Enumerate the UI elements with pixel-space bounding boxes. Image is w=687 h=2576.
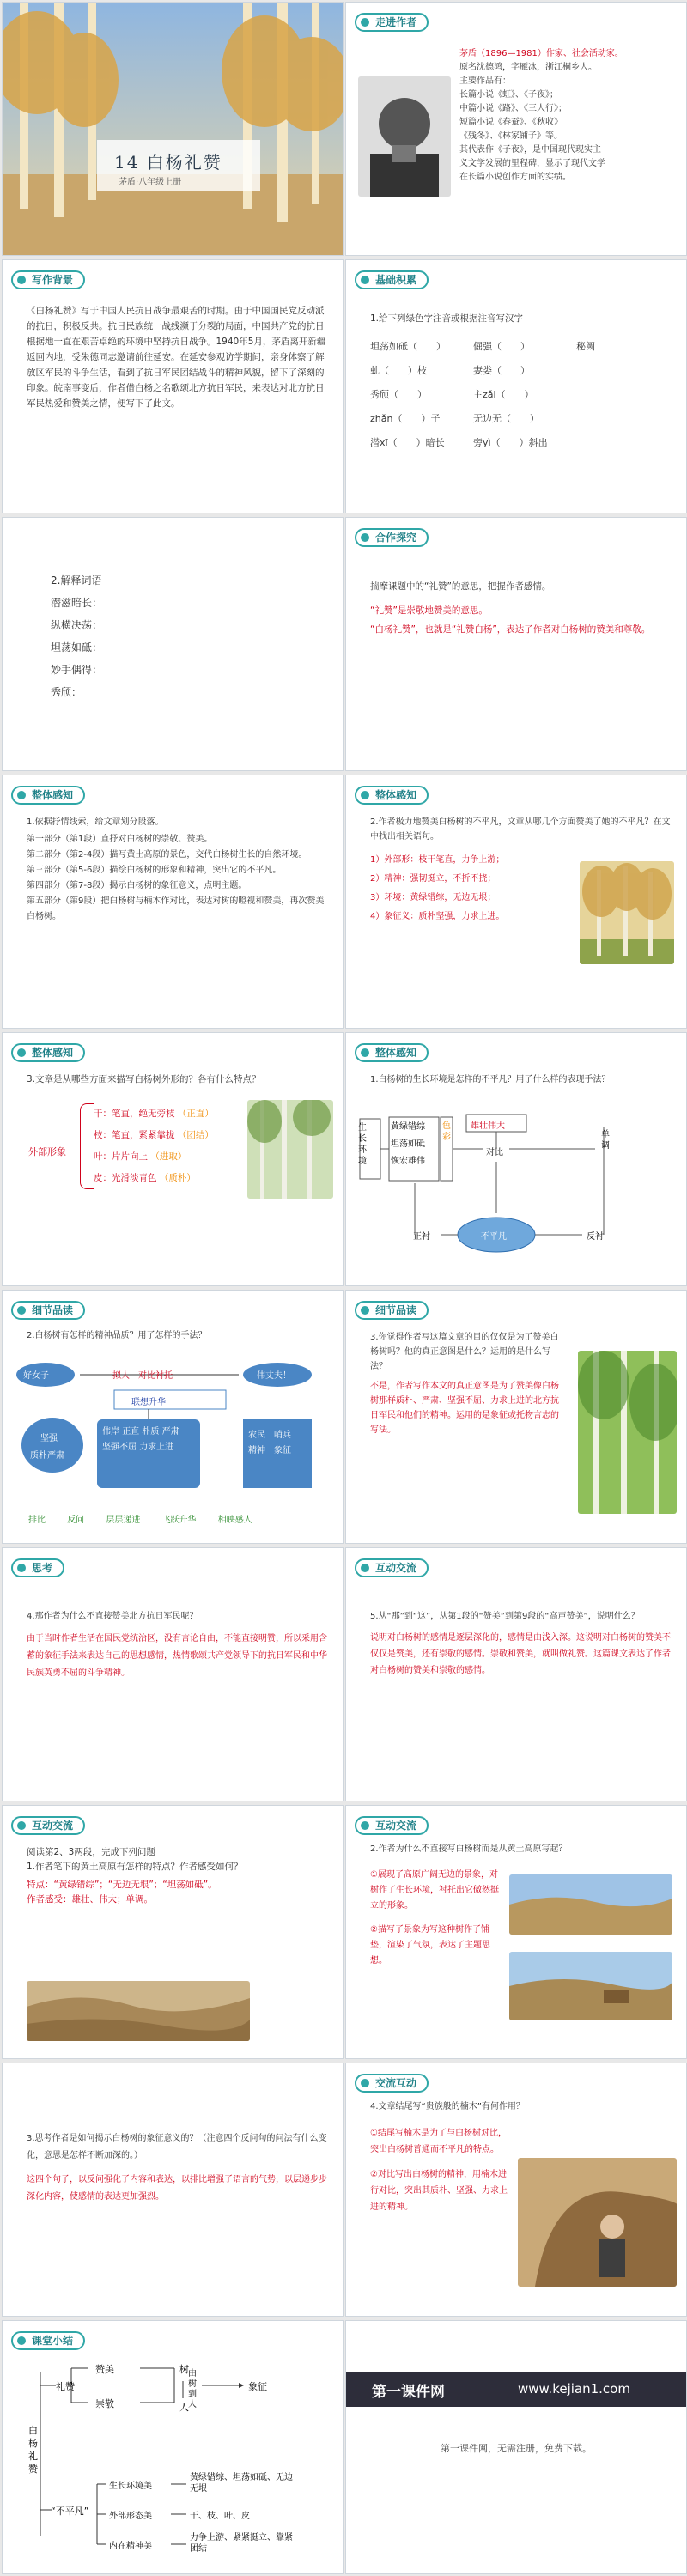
- answer: 不是，作者写作本文的真正意图是为了赞美像白杨树那样质朴、严肃、坚强不屈、力求上进的北方抗日军民和他们的精神。运用的是象征或托物言志的写法。: [370, 1382, 559, 1435]
- vocab-item: 纵横决荡：: [51, 619, 103, 631]
- slide-brand: [345, 2320, 687, 2574]
- ellipse-label: 不平凡: [481, 1232, 507, 1242]
- nanmu-q: 4.文章结尾写“贵族般的楠木”有何作用？: [370, 2102, 525, 2111]
- vocab-title: 2.解释词语: [51, 574, 102, 586]
- neg-label: 反衬: [587, 1232, 604, 1242]
- brand-url[interactable]: www.kejian1.com: [518, 2381, 630, 2397]
- summary-symbol: 象征: [248, 2381, 267, 2392]
- think-body: [27, 1608, 327, 1682]
- exercise-item: 主zǎi（ ）: [473, 389, 534, 400]
- vocab-list: [51, 569, 327, 703]
- mid-label: 雄壮伟大: [471, 1121, 505, 1131]
- exercise-item: 妻娄（ ）: [473, 365, 530, 376]
- section-tag: 整体感知: [11, 786, 85, 805]
- summary-person: 人: [179, 2402, 189, 2413]
- slide-cover: [2, 2, 344, 256]
- background-text: 《白杨礼赞》写于中国人民抗日战争最艰苦的时期。由于中国国民党反动派的抗日，积极反共。抗日民族统一战线濒于分裂的局面，中国共产党的抗日根据地一直在艰苦卓绝的环境中坚持抗日战争。1940年5月，茅盾离开新疆返回内地，受朱德同志邀请前往延安。在延安参观访学期间，亲身体察了解放区军民的斗争生活，看到了抗日军民团结战斗的精神风貌，留下了深刻的印象。皖南事变后，作者借白杨之名歌颂北方抗日军民，来表达对北方抗日军民热爱和赞美之情，便写下了此文。: [27, 306, 326, 409]
- answer: ②对比写出白杨树的精神，用楠木进行对比，突出其质朴、坚强、力求上进的精神。: [370, 2170, 508, 2212]
- bio-line: 在长篇小说创作方面的实绩。: [459, 173, 571, 182]
- env-item: 黄绿错综: [391, 1122, 425, 1132]
- bubble-right: 伟丈夫！: [257, 1371, 291, 1381]
- section-tag: 合作探究: [355, 528, 429, 547]
- interact-body: [370, 1608, 671, 1679]
- env-list: [391, 1119, 425, 1170]
- slide-spirit: [2, 1290, 344, 1544]
- answer: ①展现了高原广阔无边的景象，对树作了生长环境，衬托出它傲然挺立的形象。: [370, 1870, 499, 1911]
- question: 2.作者极力地赞美白杨树的不平凡，文章从哪几个方面赞美了她的不平凡？在文中找出相关语句。: [370, 817, 671, 841]
- bio-line: 义文学发展的里程碑，显示了现代文学: [459, 159, 605, 168]
- structure-body: [27, 815, 327, 925]
- interact3-answers: [370, 1868, 499, 1969]
- mid-traits: [102, 1425, 188, 1455]
- trait: 坚强不屈: [102, 1443, 137, 1452]
- appearance-q: 3.文章是从哪些方面来描写白杨树外形的？各有什么特点？: [27, 1074, 261, 1084]
- summary-vert: 由树到人: [188, 2369, 197, 2409]
- question: 1.依据抒情线索，给文章划分段落。: [27, 817, 164, 827]
- trait: 正直: [122, 1427, 140, 1437]
- answer: “礼赞”是崇敬地赞美的意思。: [370, 605, 488, 616]
- env-item: 恢宏雄伟: [391, 1157, 425, 1166]
- link-label: 拟人 对比衬托: [112, 1371, 173, 1381]
- poplar-image: [247, 1100, 333, 1199]
- answer: ②描写了景象为写这种树作了铺垫，渲染了气氛，表达了主题思想。: [370, 1925, 490, 1965]
- answer: 特点：“黄绿错综”；“无边无垠”；“坦荡如砥”。: [27, 1880, 217, 1890]
- vocab-item: 秀颀：: [51, 686, 82, 698]
- exercise-item: 坦荡如砥（ ）: [370, 341, 446, 352]
- lesson-subtitle: 茅盾·八年级上册: [119, 178, 182, 187]
- answer: “白杨礼赞”，也就是“礼赞白杨”，表达了作者对白杨树的赞美和尊敬。: [370, 624, 651, 635]
- feature-meaning: （质朴）: [159, 1173, 196, 1183]
- section-tag: 互动交流: [11, 1816, 85, 1835]
- exercise-item: 虬（ ）枝: [370, 365, 427, 376]
- feature: 叶：片片向上: [94, 1151, 148, 1162]
- summary-envv: 黄绿错综、坦荡如砥、无边无垠: [190, 2473, 293, 2494]
- exercise-grid: [370, 335, 671, 455]
- vocab-item: 潜滋暗长：: [51, 597, 103, 609]
- slide-author: [345, 2, 687, 256]
- vocab-item: 妙手偶得：: [51, 664, 103, 676]
- aspect-item: 4）象征义：质朴坚强，力求上进。: [370, 912, 505, 921]
- author-portrait: [358, 76, 451, 197]
- trait: 严肃: [161, 1427, 179, 1437]
- trait: 朴质: [142, 1427, 160, 1437]
- summary-b1: 礼赞: [56, 2381, 75, 2392]
- interact2-body: [27, 1845, 327, 1907]
- slide-environment: [345, 1032, 687, 1286]
- summary-env: 生长环境美: [109, 2482, 152, 2491]
- feature: 皮：光滑淡青色: [94, 1173, 157, 1183]
- summary-spirit: 内在精神美: [109, 2542, 152, 2551]
- lesson-title: 14 白杨礼赞: [114, 152, 222, 173]
- answer: 说明对白杨树的感情是逐层深化的，感情是由浅入深。这说明对白杨树的赞美不仅仅是赞美，还有崇敬的感情。崇敬和赞美，就叫做礼赞。这篇课文表达了作者对白杨树的赞美和崇敬的感情。: [370, 1633, 671, 1675]
- exercise-item: 倔强（ ）: [473, 341, 530, 352]
- center-label: 联想升华: [131, 1398, 166, 1407]
- env-item: 坦荡如砥: [391, 1139, 425, 1149]
- device: 飞跃升华: [161, 1516, 197, 1525]
- summary-b1b: 崇敬: [95, 2398, 114, 2409]
- summary-shapev: 干、枝、叶、皮: [190, 2512, 250, 2521]
- slide-interact-3: [345, 1805, 687, 2059]
- brand-bar: [346, 2372, 686, 2407]
- device: 相映感人: [217, 1516, 252, 1525]
- slide-interact-2: [2, 1805, 344, 2059]
- section-tag: 互动交流: [355, 1816, 429, 1835]
- question: 1.给下列绿色字注音或根据注音写汉字: [370, 313, 524, 324]
- feature-meaning: （团结）: [177, 1130, 214, 1140]
- section-tag: 思考: [11, 1558, 64, 1577]
- slide-background: [2, 259, 344, 513]
- section-tag: 交流互动: [355, 2074, 429, 2093]
- birch-forest-image: [3, 3, 344, 256]
- section-tag: 写作背景: [11, 270, 85, 289]
- summary-spiritv: 力争上游、紧紧挺立、靠紧团结: [190, 2533, 293, 2554]
- environment-q: 1.白杨树的生长环境是怎样的不平凡？用了什么样的表现手法？: [370, 1075, 611, 1084]
- bubble-left: 好女子: [23, 1371, 49, 1381]
- basics-body: [370, 312, 671, 455]
- bracket: [80, 1103, 94, 1189]
- part-item: 第四部分（第7-8段）揭示白杨树的象征意义，点明主题。: [27, 881, 247, 890]
- exercise-item: 秀颀（ ）: [370, 389, 427, 400]
- section-tag: 细节品读: [11, 1301, 85, 1320]
- intro: 阅读第2、3两段，完成下列问题: [27, 1847, 155, 1857]
- part-item: 第五部分（第9段）把白杨树与楠木作对比，表达对树的瞪视和赞美，再次赞美白杨树。: [27, 896, 325, 921]
- vocab-item: 坦荡如砥：: [51, 641, 103, 653]
- appearance-label: 外部形象: [28, 1146, 66, 1157]
- color-label: 色彩: [442, 1121, 451, 1142]
- summary-root: 白杨礼赞: [28, 2425, 38, 2475]
- exercise-item: 秘阙: [576, 341, 595, 352]
- bottom-devices: [28, 1512, 252, 1525]
- aspect-item: 1）外部形：枝干笔直，力争上游；: [370, 855, 505, 865]
- slide-basics: [345, 259, 687, 513]
- device: 反问: [67, 1516, 85, 1525]
- slide-symbolism: [2, 2063, 344, 2317]
- exercise-item: 无边无（ ）: [473, 413, 539, 424]
- answer: ①结尾写楠木是为了与白杨树对比，突出白杨树普通而不平凡的特点。: [370, 2129, 507, 2154]
- exercise-item: zhǎn（ ）子: [370, 413, 441, 424]
- nanmu-answers: [370, 2125, 508, 2215]
- section-tag: 细节品读: [355, 1301, 429, 1320]
- feature-meaning: （正直）: [177, 1109, 214, 1119]
- forest-image: [578, 1351, 677, 1514]
- summary-shape: 外部形态美: [109, 2512, 152, 2521]
- symbolism-body: [27, 2130, 327, 2206]
- side-label: 单调: [601, 1130, 610, 1151]
- part-item: 第三部分（第5-6段）描绘白杨树的形象和精神，突出它的不平凡。: [27, 866, 282, 875]
- answer: 由于当时作者生活在国民党统治区，没有言论自由，不能直接明赞，所以采用含蓄的象征手法来表达自己的思想感情，热情歌颂共产党领导下的抗日军民和中华民族英勇不屈的斗争精神。: [27, 1634, 327, 1678]
- slide-nanmu: [345, 2063, 687, 2317]
- brand-note: 第一课件网，无需注册，免费下载。: [441, 2443, 592, 2454]
- question: 揣摩课题中的“礼赞”的意思，把握作者感情。: [370, 581, 551, 592]
- birch-tree-image: [580, 861, 674, 964]
- bio-line: 茅盾（1896—1981）作家、社会活动家。: [459, 49, 623, 58]
- part-item: 第一部分（第1段）直抒对白杨树的崇敬、赞美。: [27, 835, 213, 844]
- question: 5.从“那”到“这”，从第1段的“赞美”到第9段的“高声赞美”，说明什么？: [370, 1612, 640, 1621]
- answer: 作者感受：雄壮、伟大；单调。: [27, 1894, 153, 1905]
- aspect-item: 2）精神：强韧挺立，不折不挠；: [370, 874, 496, 884]
- explore-body: [370, 578, 671, 640]
- question: 3.思考作者是如何揭示白杨树的象征意义的？（注意四个反问句的问法有什么变化，意思是怎样不断加深的。）: [27, 2134, 327, 2160]
- env-label: 生长环境: [358, 1123, 367, 1166]
- summary-tree: 树: [179, 2364, 189, 2375]
- section-tag: 互动交流: [355, 1558, 429, 1577]
- slide-structure: [2, 775, 344, 1029]
- question: 3.你觉得作者写这篇文章的目的仅仅是为了赞美白杨树吗？他的真正意图是什么？运用的是什么写法？: [370, 1333, 559, 1371]
- left-label-2: 质朴严肃: [30, 1451, 64, 1461]
- section-tag: 基础积累: [355, 270, 429, 289]
- slide-think: [2, 1547, 344, 1801]
- pos-label: 正衬: [413, 1232, 430, 1242]
- author-bio: [459, 47, 679, 185]
- exercise-item: 旁yì（ ）斜出: [473, 437, 548, 448]
- answer: 这四个句子，以反问强化了内容和表达，以排比增强了语言的气势，以层递步步深化内容，使感情的表达更加强烈。: [27, 2175, 327, 2202]
- loess-plateau-image: [27, 1981, 250, 2041]
- interact3-q: 2.作者为什么不直接写白杨树而是从黄土高原写起？: [370, 1844, 568, 1854]
- right-label: 农民 哨兵 精神 象征: [248, 1431, 300, 1455]
- bio-line: 其代表作《子夜》，是中国现代现实主: [459, 145, 601, 155]
- trait: 伟岸: [102, 1427, 119, 1437]
- plateau-image-2: [509, 1952, 672, 2020]
- slide-interact-1: [345, 1547, 687, 1801]
- aspect-item: 3）环境：黄绿错综，无边无垠；: [370, 893, 496, 902]
- feature: 枝：笔直，紧紧靠拢: [94, 1130, 175, 1140]
- question: 1.作者笔下的黄土高原有怎样的特点？作者感受如何？: [27, 1862, 243, 1872]
- contrast-label: 对比: [486, 1148, 503, 1157]
- spirit-q: 2.白杨树有怎样的精神品质？用了怎样的手法？: [27, 1331, 207, 1340]
- slide-praise-aspects: [345, 775, 687, 1029]
- part-item: 第二部分（第2-4段）描写黄土高原的景色，交代白杨树生长的自然环境。: [27, 850, 307, 860]
- section-tag: 整体感知: [355, 786, 429, 805]
- exercise-item: 潜xī（ ）暗长: [370, 437, 445, 448]
- bio-line: 原名沈德鸿，字雁冰，浙江桐乡人。: [459, 63, 597, 72]
- summary-b1a: 赞美: [95, 2364, 114, 2375]
- section-tag: 课堂小结: [11, 2331, 85, 2350]
- trait: 力求上进: [139, 1443, 174, 1452]
- section-tag: 整体感知: [11, 1043, 85, 1062]
- slide-vocabulary: [2, 517, 344, 771]
- feature: 干：笔直，绝无旁枝: [94, 1109, 175, 1119]
- device: 层层递进: [106, 1516, 141, 1525]
- slide-explore: [345, 517, 687, 771]
- left-label-1: 坚强: [40, 1434, 58, 1443]
- slide-summary: [2, 2320, 344, 2574]
- section-tag: 整体感知: [355, 1043, 429, 1062]
- bio-line: 短篇小说《春蚕》、《秋收》: [459, 118, 562, 127]
- bio-line: 长篇小说《虹》、《子夜》；: [459, 90, 558, 100]
- aspects-list: [370, 851, 568, 927]
- bio-line: 中篇小说《路》、《三人行》；: [459, 104, 567, 113]
- plateau-image-1: [509, 1874, 672, 1935]
- intent-body: [370, 1330, 566, 1437]
- summary-b2: “不平凡”: [51, 2506, 89, 2517]
- brand-name: 第一课件网: [372, 2384, 445, 2401]
- section-tag: 走进作者: [355, 13, 429, 32]
- question: 4.那作者为什么不直接赞美北方抗日军民呢？: [27, 1612, 198, 1621]
- appearance-rows: [94, 1103, 214, 1189]
- feature-meaning: （进取）: [150, 1151, 187, 1162]
- device: 排比: [28, 1516, 46, 1525]
- bio-line: 主要作品有：: [459, 76, 511, 86]
- farmer-image: [518, 2158, 677, 2287]
- slide-intent: [345, 1290, 687, 1544]
- bio-line: 《残冬》、《林家铺子》等。: [459, 131, 562, 141]
- slide-appearance: [2, 1032, 344, 1286]
